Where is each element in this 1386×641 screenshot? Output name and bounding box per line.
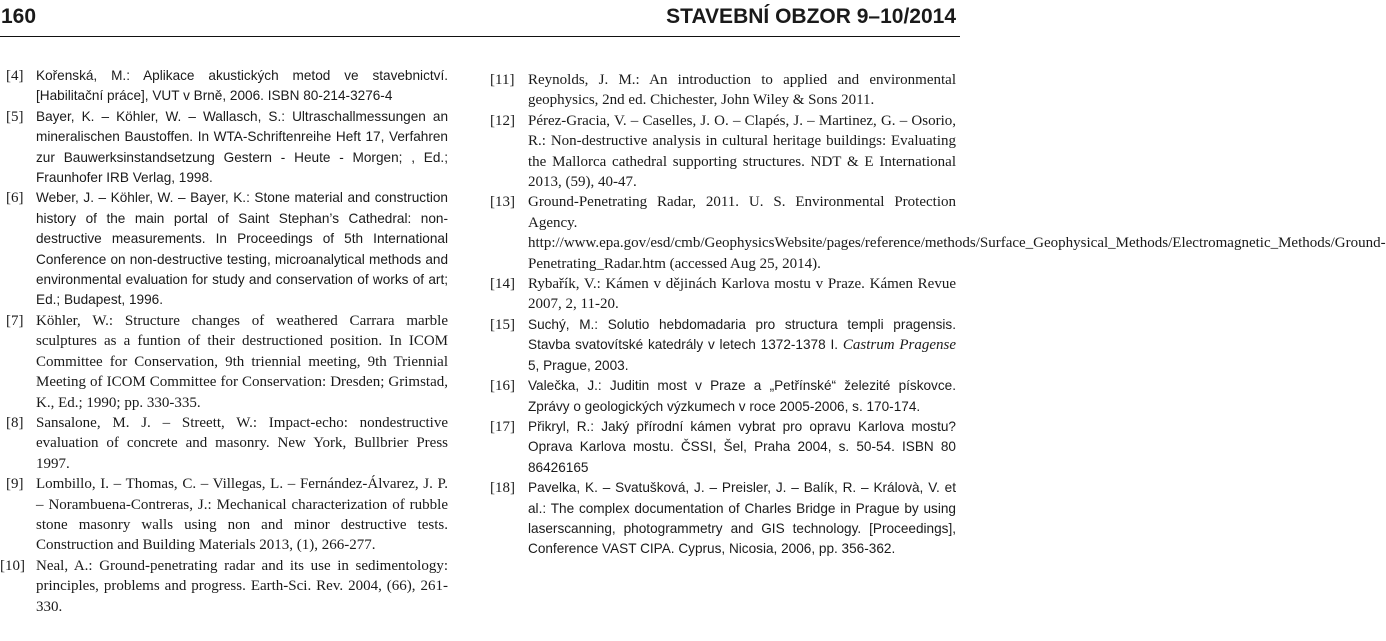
reference-9 — [6, 474, 448, 556]
header-rule — [0, 36, 960, 37]
reference-5 — [6, 107, 448, 189]
reference-italic-title: Castrum Pragense — [842, 337, 957, 354]
reference-13 — [490, 192, 1386, 274]
reference-text: Köhler, W.: Structure changes of weathered Carrara marble sculptures as a funtion of their destructioned position. — [36, 312, 448, 350]
reference-number: [14] — [490, 276, 515, 293]
reference-number: [11] — [490, 72, 515, 88]
reference-number: [9] — [6, 476, 24, 493]
reference-text: Lombillo, I. – Thomas, C. – Villegas, L. – Fernández-Álvarez, J. P. – Norambuena-Contreras, J.: Mechanical characterization of rubble stone masonry walls using non and minor destructive tests. Construction and Building Materials 2013, (1), 266-277. — [36, 476, 448, 554]
reference-text: Suchý, M.: Solutio hebdomadaria pro structura templi pragensis. Stavba svatovítské katedrály v letech 1372-1378 I. — [528, 316, 956, 353]
reference-number: [7] — [6, 312, 24, 329]
page-number: 160 — [1, 5, 37, 28]
reference-number: [13] — [490, 194, 515, 211]
reference-text: Reynolds, J. M.: An introduction to applied and environmental geophysics, 2nd ed. Chichester, John Wiley & Sons 2011. — [528, 72, 956, 109]
reference-text: Kořenská, M.: Aplikace akustických metod ve stavebnictví. [Habilitační práce], VUT v Brně, 2006. ISBN 80-214-3276-4 — [36, 68, 448, 104]
reference-text: Přikryl, R.: Jaký přírodní kámen vybrat pro opravu Karlova mostu? Oprava Karlova mostu. ČSSI, Šel, Praha 2004, s. 50-54. ISBN 80 86426165 — [528, 418, 956, 475]
reference-16 — [490, 376, 956, 417]
reference-number: [4] — [6, 68, 24, 84]
reference-text-continued: In Proceedings of 5th International Conference on non-destructive testing, microanalytical methods and environmental evaluation for study and conservation of works of art; Ed.; Budapest, 1996. — [36, 231, 448, 308]
reference-7 — [6, 311, 448, 413]
reference-text: Rybařík, V.: Kámen v dějinách Karlova mostu v Praze. Kámen Revue 2007, 2, 11-20. — [528, 276, 956, 313]
reference-text: Valečka, J.: Juditin most v Praze a „Petřínské“ železité pískovce. Zprávy o geologických výzkumech v roce 2005-2006, s. 170-174. — [528, 378, 956, 414]
reference-text: Ground-Penetrating Radar, 2011. U. S. Environmental Protection Agency. http://www.epa.gov/esd/cmb/GeophysicsWebsite/pages/reference/methods/Surface_Geophysical_Methods/Electromagnetic_Methods/Ground-Penetrating_Radar.htm (accessed Aug 25, 2014). — [528, 194, 1386, 272]
reference-14 — [490, 274, 956, 315]
reference-text: Pavelka, K. – Svatušková, J. – Preisler, J. – Balík, R. – Královà, V. et al.: The complex documentation of Charles Bridge in Prague by using laserscanning, photogrammetry and GIS technology. [Proceedings], Conference VAST CIPA. Cyprus, Nicosia, 2006, pp. 356-362. — [528, 480, 956, 557]
reference-10 — [0, 556, 448, 617]
reference-number: [8] — [6, 414, 24, 431]
reference-number: [5] — [6, 108, 24, 125]
reference-number: [15] — [490, 316, 515, 333]
reference-number: [16] — [490, 378, 515, 395]
reference-number: [12] — [490, 112, 515, 129]
reference-18 — [490, 478, 956, 560]
reference-text: Sansalone, M. J. – Streett, W.: Impact-echo: nondestructive evaluation of concrete and masonry. New York, Bullbrier Press 1997. — [36, 414, 448, 472]
reference-8 — [6, 413, 448, 474]
journal-title: STAVEBNÍ OBZOR 9–10/2014 — [666, 5, 956, 28]
left-reference-column — [0, 66, 448, 617]
reference-text: Pérez-Gracia, V. – Caselles, J. O. – Clapés, J. – Martinez, G. – Osorio, R.: Non-destructive analysis in cultural heritage buildings: Evaluating the Mallorca cathedral supporting structures. NDT & E International 2013, (59), 40-47. — [528, 112, 956, 191]
right-reference-column — [490, 70, 1386, 560]
reference-text-continued: In ICOM Committee for Conservation, 9th triennial meeting, 9th Triennial Meeting of ICOM Committee for Conservation: Dresden; Grimstad, K., Ed.; 1990; pp. 330-335. — [36, 333, 448, 411]
reference-12 — [490, 111, 956, 193]
page-header — [0, 0, 960, 38]
reference-number: [6] — [6, 190, 24, 207]
reference-text: Weber, J. – Köhler, W. – Bayer, K.: Stone material and construction history of the main portal of Saint Stephan’s Cathedral: non-destructive measurements. — [36, 190, 448, 247]
reference-15 — [490, 315, 956, 376]
reference-11 — [490, 70, 956, 111]
reference-text: Bayer, K. – Köhler, W. – Wallasch, S.: Ultraschallmessungen an mineralischen Baustoffen. In WTA-Schriftenreihe Heft 17, Verfahren zur Bauwerksinstandsetzung Gestern - Heute - Morgen; , Ed.; Fraunhofer IRB Verlag, 1998. — [36, 108, 448, 186]
reference-number: [10] — [0, 557, 25, 574]
reference-17 — [490, 417, 956, 478]
reference-text: Neal, A.: Ground-penetrating radar and its use in sedimentology: principles, problems and progress. Earth-Sci. Rev. 2004, (66), 261-330. — [36, 557, 448, 615]
reference-6 — [6, 188, 448, 310]
reference-number: [18] — [490, 480, 515, 497]
reference-4 — [6, 66, 448, 107]
reference-number: [17] — [490, 418, 515, 435]
reference-text-continued: 5, Prague, 2003. — [528, 357, 629, 373]
